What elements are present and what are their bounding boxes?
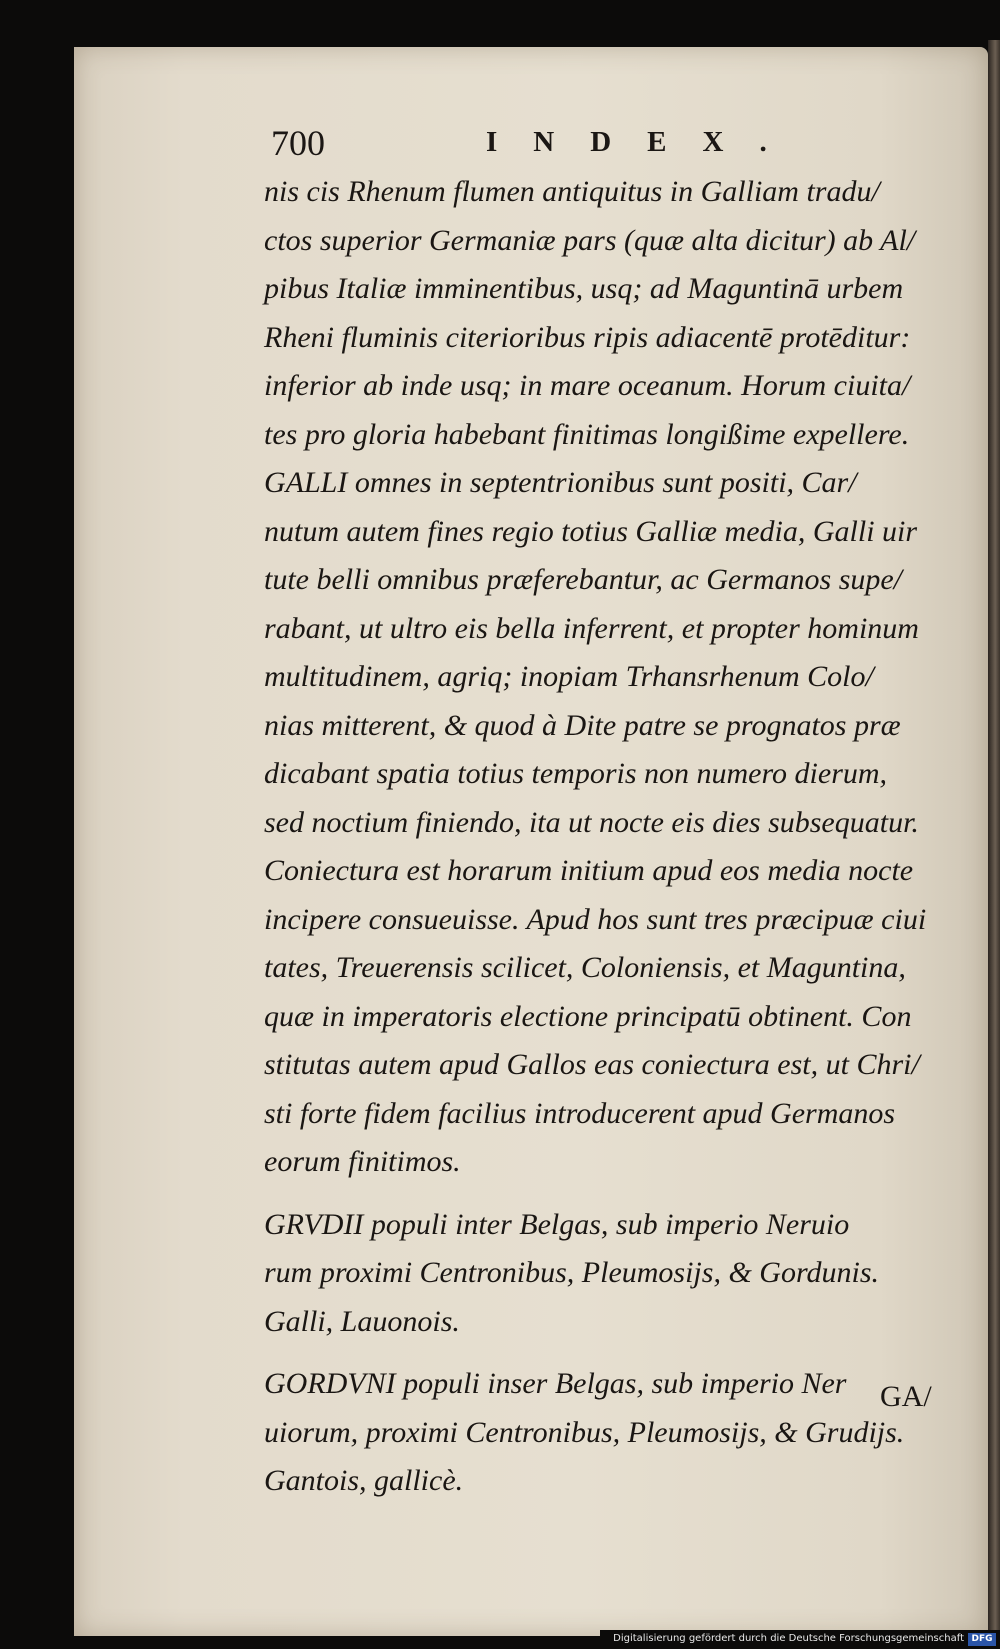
dfg-logo: DFG <box>968 1633 996 1646</box>
text-line: dicabant spatia totius temporis non numero dierum, <box>264 757 888 790</box>
body-text <box>264 168 944 1506</box>
text-line: nutum autem fines regio totius Galliæ media, Galli uir <box>264 514 918 548</box>
page-edge <box>988 40 1000 1640</box>
text-line: rum proximi Centronibus, Pleumosijs, & Gordunis. <box>264 1256 880 1289</box>
text-line: Rheni fluminis citerioribus ripis adiacentē protēditur: <box>264 320 911 354</box>
text-line: GORDVNI populi inser Belgas, sub imperio Ner <box>264 1367 847 1400</box>
text-line: incipere consueuisse. Apud hos sunt tres præcipuæ ciui <box>264 902 927 936</box>
text-line: tes pro gloria habebant finitimas longißime expellere. <box>264 417 910 451</box>
text-line: inferior ab inde usq; in mare oceanum. Horum ciuita/ <box>264 369 911 402</box>
footer-bar <box>600 1630 1000 1649</box>
text-line: tates, Treuerensis scilicet, Coloniensis, et Maguntina, <box>264 951 906 984</box>
text-line: quæ in imperatoris electione principatū obtinent. Con <box>264 999 912 1033</box>
text-line: stitutas autem apud Gallos eas coniectura est, ut Chri/ <box>264 1048 920 1081</box>
text-line: Gantois, gallicè. <box>264 1464 464 1497</box>
text-line: ctos superior Germaniæ pars (quæ alta dicitur) ab Al/ <box>264 223 916 257</box>
text-line: GRVDII populi inter Belgas, sub imperio Neruio <box>264 1207 850 1241</box>
text-line: Galli, Lauonois. <box>264 1304 460 1338</box>
text-line: multitudinem, agriq; inopiam Trhansrhenum Colo/ <box>264 660 874 693</box>
text-line: Coniectura est horarum initium apud eos media nocte <box>264 854 914 887</box>
text-line: nis cis Rhenum flumen antiquitus in Galliam tradu/ <box>264 175 880 208</box>
text-line: eorum finitimos. <box>264 1145 461 1178</box>
page-heading: INDEX. <box>486 126 803 158</box>
catchword: GA/ <box>880 1380 932 1413</box>
text-line: tute belli omnibus præferebantur, ac Germanos supe/ <box>264 563 903 596</box>
entry-spacer <box>264 1346 944 1360</box>
running-head <box>271 122 871 172</box>
text-line: sed noctium finiendo, ita ut nocte eis dies subsequatur. <box>264 805 919 839</box>
text-line: rabant, ut ultro eis bella inferrent, et propter hominum <box>264 611 919 645</box>
text-line: nias mitterent, & quod à Dite patre se prognatos præ <box>264 708 901 742</box>
page-number: 700 <box>271 123 325 163</box>
text-line: pibus Italiæ imminentibus, usq; ad Maguntinā urbem <box>264 272 904 305</box>
digitization-credit: Digitalisierung gefördert durch die Deutsche Forschungsgemeinschaft <box>613 1633 964 1644</box>
text-line: sti forte fidem facilius introducerent apud Germanos <box>264 1096 896 1130</box>
entry-spacer <box>264 1187 944 1201</box>
text-line: GALLI omnes in septentrionibus sunt positi, Car/ <box>264 466 857 499</box>
text-line: uiorum, proximi Centronibus, Pleumosijs, & Grudijs. <box>264 1415 905 1449</box>
